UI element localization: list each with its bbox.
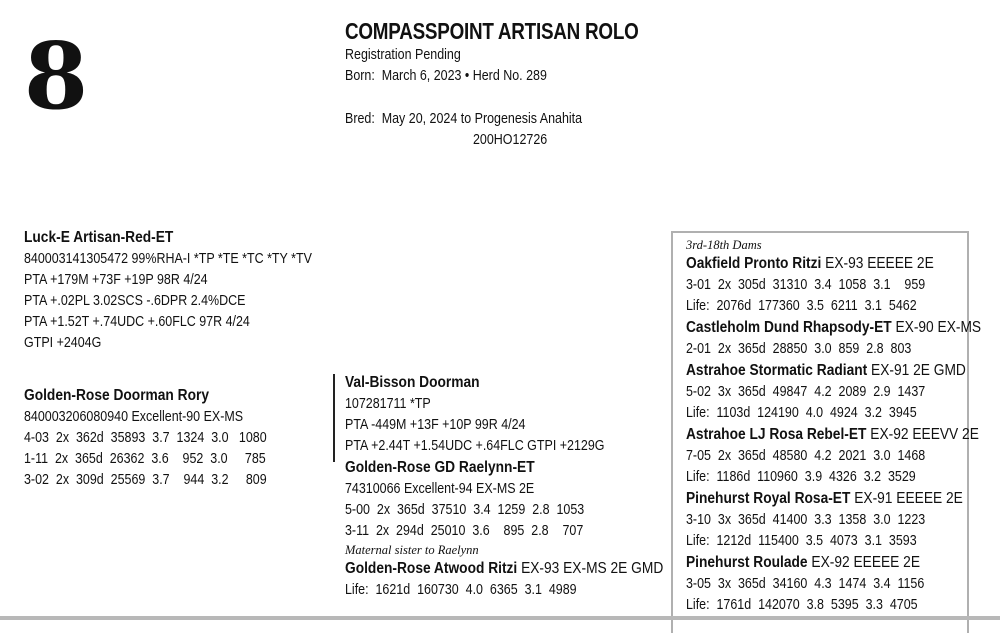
dams-block: [686, 237, 1000, 616]
dam-entry-line: 3-05 3x 365d 34160 4.3 1474 3.4 1156: [686, 576, 925, 592]
dam-entry-line: Life: 1103d 124190 4.0 4924 3.2 3945: [686, 405, 917, 421]
dam-entry-title: Castleholm Dund Rhapsody-ET: [686, 319, 892, 336]
maternal-sire-line: 107281711 *TP: [345, 396, 431, 412]
sire-line: GTPI +2404G: [24, 335, 102, 351]
dam-entry-title: Pinehurst Royal Rosa-ET: [686, 490, 851, 507]
dam-entry-line: 5-02 3x 365d 49847 4.2 2089 2.9 1437: [686, 384, 926, 400]
dam-entry-name: [686, 488, 981, 510]
dam-entry-classification: EX-91 EEEEE 2E: [850, 490, 963, 507]
granddam-note: Maternal sister to Raelynn: [345, 543, 479, 557]
animal-name: COMPASSPOINT ARTISAN ROLO: [345, 18, 639, 44]
dam-entry-line: 2-01 2x 365d 28850 3.0 859 2.8 803: [686, 341, 912, 357]
dam-entry-title: Pinehurst Roulade: [686, 554, 808, 571]
maternal-sire-line: PTA +2.44T +1.54UDC +.64FLC GTPI +2129G: [345, 438, 605, 454]
dam-entry-name: [686, 253, 981, 275]
dam-entry-title: Oakfield Pronto Ritzi: [686, 255, 822, 272]
pedigree-divider: [333, 374, 335, 462]
dam-entry-line: Life: 2076d 177360 3.5 6211 3.1 5462: [686, 298, 917, 314]
sire-line: PTA +.02PL 3.02SCS -.6DPR 2.4%DCE: [24, 293, 246, 309]
dam-entry-line: 3-01 2x 305d 31310 3.4 1058 3.1 959: [686, 277, 926, 293]
sire-line: 840003141305472 99%RHA-I *TP *TE *TC *TY *TV: [24, 251, 312, 267]
maternal-sire-name: Val-Bisson Doorman: [345, 374, 480, 391]
sire-line: PTA +1.52T +.74UDC +.60FLC 97R 4/24: [24, 314, 250, 330]
dam-line: 4-03 2x 362d 35893 3.7 1324 3.0 1080: [24, 430, 267, 446]
dam-entry-classification: EX-90 EX-MS: [891, 319, 982, 336]
dam-entry-line: Life: 1761d 142070 3.8 5395 3.3 4705: [686, 597, 918, 613]
sister-life: Life: 1621d 160730 4.0 6365 3.1 4989: [345, 582, 577, 598]
sister-entry: [345, 558, 663, 580]
dam-entry-classification: EX-92 EEEVV 2E: [866, 426, 979, 443]
dam-name: Golden-Rose Doorman Rory: [24, 387, 210, 404]
bred-sire-id: 200HO12726: [473, 132, 548, 148]
dam-entry-line: Life: 1212d 115400 3.5 4073 3.1 3593: [686, 533, 917, 549]
sire-name: Luck-E Artisan-Red-ET: [24, 229, 174, 246]
granddam-name: Golden-Rose GD Raelynn-ET: [345, 459, 535, 476]
dam-entry-name: [686, 317, 981, 339]
dam-entry-classification: EX-91 2E GMD: [867, 362, 966, 379]
dam-entry-line: Life: 1186d 110960 3.9 4326 3.2 3529: [686, 469, 916, 485]
sister-classification: EX-93 EX-MS 2E GMD: [517, 560, 664, 577]
sire-line: PTA +179M +73F +19P 98R 4/24: [24, 272, 208, 288]
granddam-line: 74310066 Excellent-94 EX-MS 2E: [345, 481, 535, 497]
dam-entry-name: [686, 552, 981, 574]
dams-heading: 3rd-18th Dams: [686, 238, 762, 252]
registration-status: Registration Pending: [345, 47, 461, 63]
dam-entry-line: 3-10 3x 365d 41400 3.3 1358 3.0 1223: [686, 512, 926, 528]
maternal-block: [345, 372, 715, 601]
maternal-sire-line: PTA -449M +13F +10P 99R 4/24: [345, 417, 526, 433]
sister-name: Golden-Rose Atwood Ritzi: [345, 560, 518, 577]
dam-entry-title: Astrahoe LJ Rosa Rebel-ET: [686, 426, 867, 443]
dam-line: 1-11 2x 365d 26362 3.6 952 3.0 785: [24, 451, 266, 467]
dam-block: [24, 385, 306, 491]
page-bottom-rule: [0, 616, 1000, 620]
dam-entry-title: Astrahoe Stormatic Radiant: [686, 362, 868, 379]
granddam-line: 3-11 2x 294d 25010 3.6 895 2.8 707: [345, 523, 584, 539]
dam-entry-name: [686, 360, 981, 382]
dam-line: 3-02 2x 309d 25569 3.7 944 3.2 809: [24, 472, 267, 488]
granddam-line: 5-00 2x 365d 37510 3.4 1259 2.8 1053: [345, 502, 585, 518]
birth-info: Born: March 6, 2023 • Herd No. 289: [345, 68, 547, 84]
dam-entry-line: 7-05 2x 365d 48580 4.2 2021 3.0 1468: [686, 448, 926, 464]
dam-entry-name: [686, 424, 981, 446]
dam-line: 840003206080940 Excellent-90 EX-MS: [24, 409, 244, 425]
dam-entry-classification: EX-92 EEEEE 2E: [807, 554, 921, 571]
dam-entry-classification: EX-93 EEEEE 2E: [821, 255, 934, 272]
sire-block: [24, 227, 359, 354]
bred-info: Bred: May 20, 2024 to Progenesis Anahita: [345, 111, 583, 127]
lot-number: 8: [24, 22, 87, 130]
